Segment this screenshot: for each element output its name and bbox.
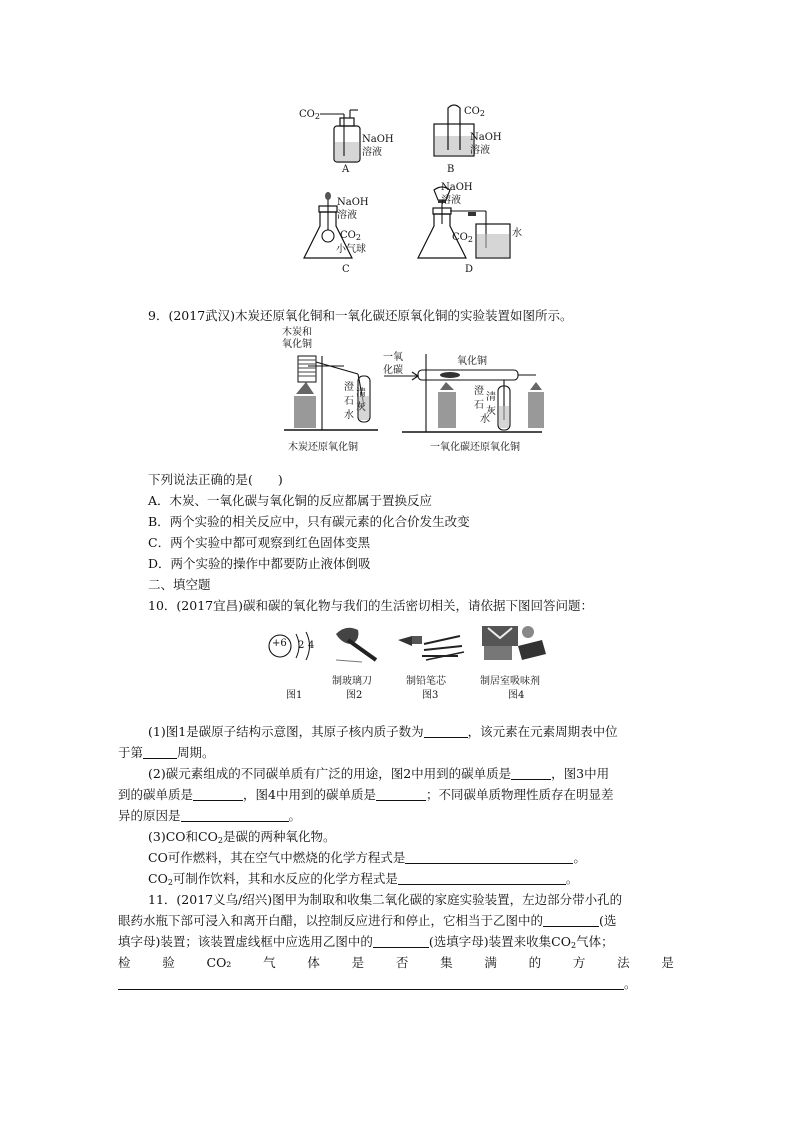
q9-co-label-1: 一氧 [383,352,403,363]
q10-caption-2: 图2 [346,690,363,701]
q9-question: 下列说法正确的是( ) [148,472,283,487]
figure-a-in-label: $CO_2$ [299,109,320,121]
q10-caption-4: 图4 [508,690,525,701]
figure-d-reagent-2: 溶液 [441,195,461,206]
q11-line1: 11．(2017义乌/绍兴)图甲为制取和收集二氧化碳的家庭实验装置，左边部分带小孔的 [148,892,623,907]
q10-part2-line2: 到的碳单质是 ，图4中用到的碳单质是 ；不同碳单质物理性质存在明显差 [118,787,614,802]
q10-atom-shell-1: 2 [298,640,305,651]
q10-blank-reason[interactable] [181,808,289,822]
figure-c-reagent-1: NaOH [337,197,369,208]
q9-left-limewater-2: 清 [356,388,366,399]
q9-charcoal-label-1: 木炭和 [282,327,312,338]
q9-left-caption: 木炭还原氧化铜 [288,442,358,453]
q10-caption-top-4: 制居室吸味剂 [480,676,540,687]
q10-part2-line1: (2)碳元素组成的不同碳单质有广泛的用途，图2中用到的碳单质是 ，图3中用 [148,766,610,781]
q9-option-d: D．两个实验的操作中都要防止液体倒吸 [148,556,371,571]
q9-option-a: A．木炭、一氧化碳与氧化铜的反应都属于置换反应 [148,493,433,508]
q9-right-limewater-4: 灰 [486,406,496,417]
q9-left-limewater-5: 水 [344,410,354,421]
figure-d-caption: D [465,264,474,275]
q10-caption-top-2: 制玻璃刀 [332,676,372,687]
q9-left-limewater-4: 灰 [356,402,366,413]
q10-part1-line1: (1)图1是碳原子结构示意图，其原子核内质子数为 ，该元素在元素周期表中位 [148,724,618,739]
q9-charcoal-label-2: 氧化铜 [282,339,312,350]
q9-left-limewater-3: 石 [344,396,354,407]
q9-right-limewater-3: 石 [474,400,484,411]
q11-line4: 检 验 CO₂ 气 体 是 否 集 满 的 方 法 是 [118,955,674,970]
q9-option-b: B．两个实验的相关反应中，只有碳元素的化合价发生改变 [148,514,470,529]
figure-b-reagent-2: 溶液 [470,145,490,156]
q9-stem: 9．(2017武汉)木炭还原氧化铜和一氧化碳还原氧化铜的实验装置如图所示。 [148,308,573,323]
q10-caption-3: 图3 [422,690,439,701]
figure-d-reagent-1: NaOH [441,182,473,193]
figure-d-gas: $CO_2$ [452,232,473,244]
q11-blank-method[interactable] [118,976,624,990]
q10-blank-co2-equation[interactable] [398,871,566,885]
q11-blank-collect[interactable] [373,934,429,948]
figure-a-caption: A [342,164,350,175]
q10-blank-co-equation[interactable] [405,850,573,864]
q11-line5: 。 [118,974,637,993]
q9-right-limewater-5: 水 [480,414,490,425]
figure-c-reagent-2: 溶液 [337,210,357,221]
q10-part3-line2: CO可作燃料，其在空气中燃烧的化学方程式是 。 [148,850,586,865]
q10-picture-pencil-lead [394,624,466,664]
figure-d-water: 水 [512,228,522,239]
q9-left-limewater-1: 澄 [344,382,354,393]
q9-right-caption: 一氧化碳还原氧化铜 [430,442,520,453]
figure-b-caption: B [447,164,455,175]
figure-d [412,186,530,266]
q9-right-limewater-1: 澄 [474,386,484,397]
figure-a-reagent-1: NaOH [362,134,394,145]
figure-a-reagent-2: 溶液 [362,147,382,158]
q10-blank-protons[interactable] [424,724,468,738]
q10-part2-line3: 异的原因是 。 [118,808,302,823]
q10-atom-nucleus: +6 [272,638,287,649]
figure-c-balloon: 小气球 [336,244,366,255]
q10-blank-fig4[interactable] [376,787,426,801]
q10-part3-line1: (3)CO和$CO_2$是碳的两种氧化物。 [148,829,336,845]
q10-stem: 10．(2017宜昌)碳和碳的氧化物与我们的生活密切相关，请依据下图回答问题： [148,598,593,613]
q9-option-c: C．两个实验中都可观察到红色固体变黑 [148,535,371,550]
q9-right-limewater-2: 清 [486,392,496,403]
q9-co-label-2: 化碳 [383,365,403,376]
q9-cuo-label: 氧化铜 [457,356,487,367]
q10-blank-fig3[interactable] [193,787,243,801]
q11-line2: 眼药水瓶下部可浸入和离开白醋，以控制反应进行和停止，它相当于乙图中的 (选 [118,913,617,928]
figure-c-caption: C [342,264,350,275]
q11-blank-device[interactable] [543,913,599,927]
q10-picture-deodorant [478,622,550,666]
q10-caption-top-3: 制铅笔芯 [406,676,446,687]
q11-line3: 填字母)装置；该装置虚线框中应选用乙图中的 (选填字母)装置来收集$CO_2$气体； [118,934,614,950]
figure-b-reagent-1: NaOH [470,132,502,143]
q10-part1-line2: 于第 周期。 [118,745,215,760]
figure-b-gas: $CO_2$ [464,106,485,118]
q10-atom-shell-2: 4 [308,640,315,651]
section-heading: 二、填空题 [148,577,211,592]
q10-caption-1: 图1 [286,690,303,701]
figure-c-gas: $CO_2$ [340,230,361,242]
q10-blank-period[interactable] [143,745,177,759]
q9-figure-co [382,340,550,436]
q10-part3-line3: $CO_2$可制作饮料，其和水反应的化学方程式是 。 [148,871,579,887]
q10-blank-fig2[interactable] [511,766,551,780]
q10-picture-glass-cutter [330,622,382,666]
